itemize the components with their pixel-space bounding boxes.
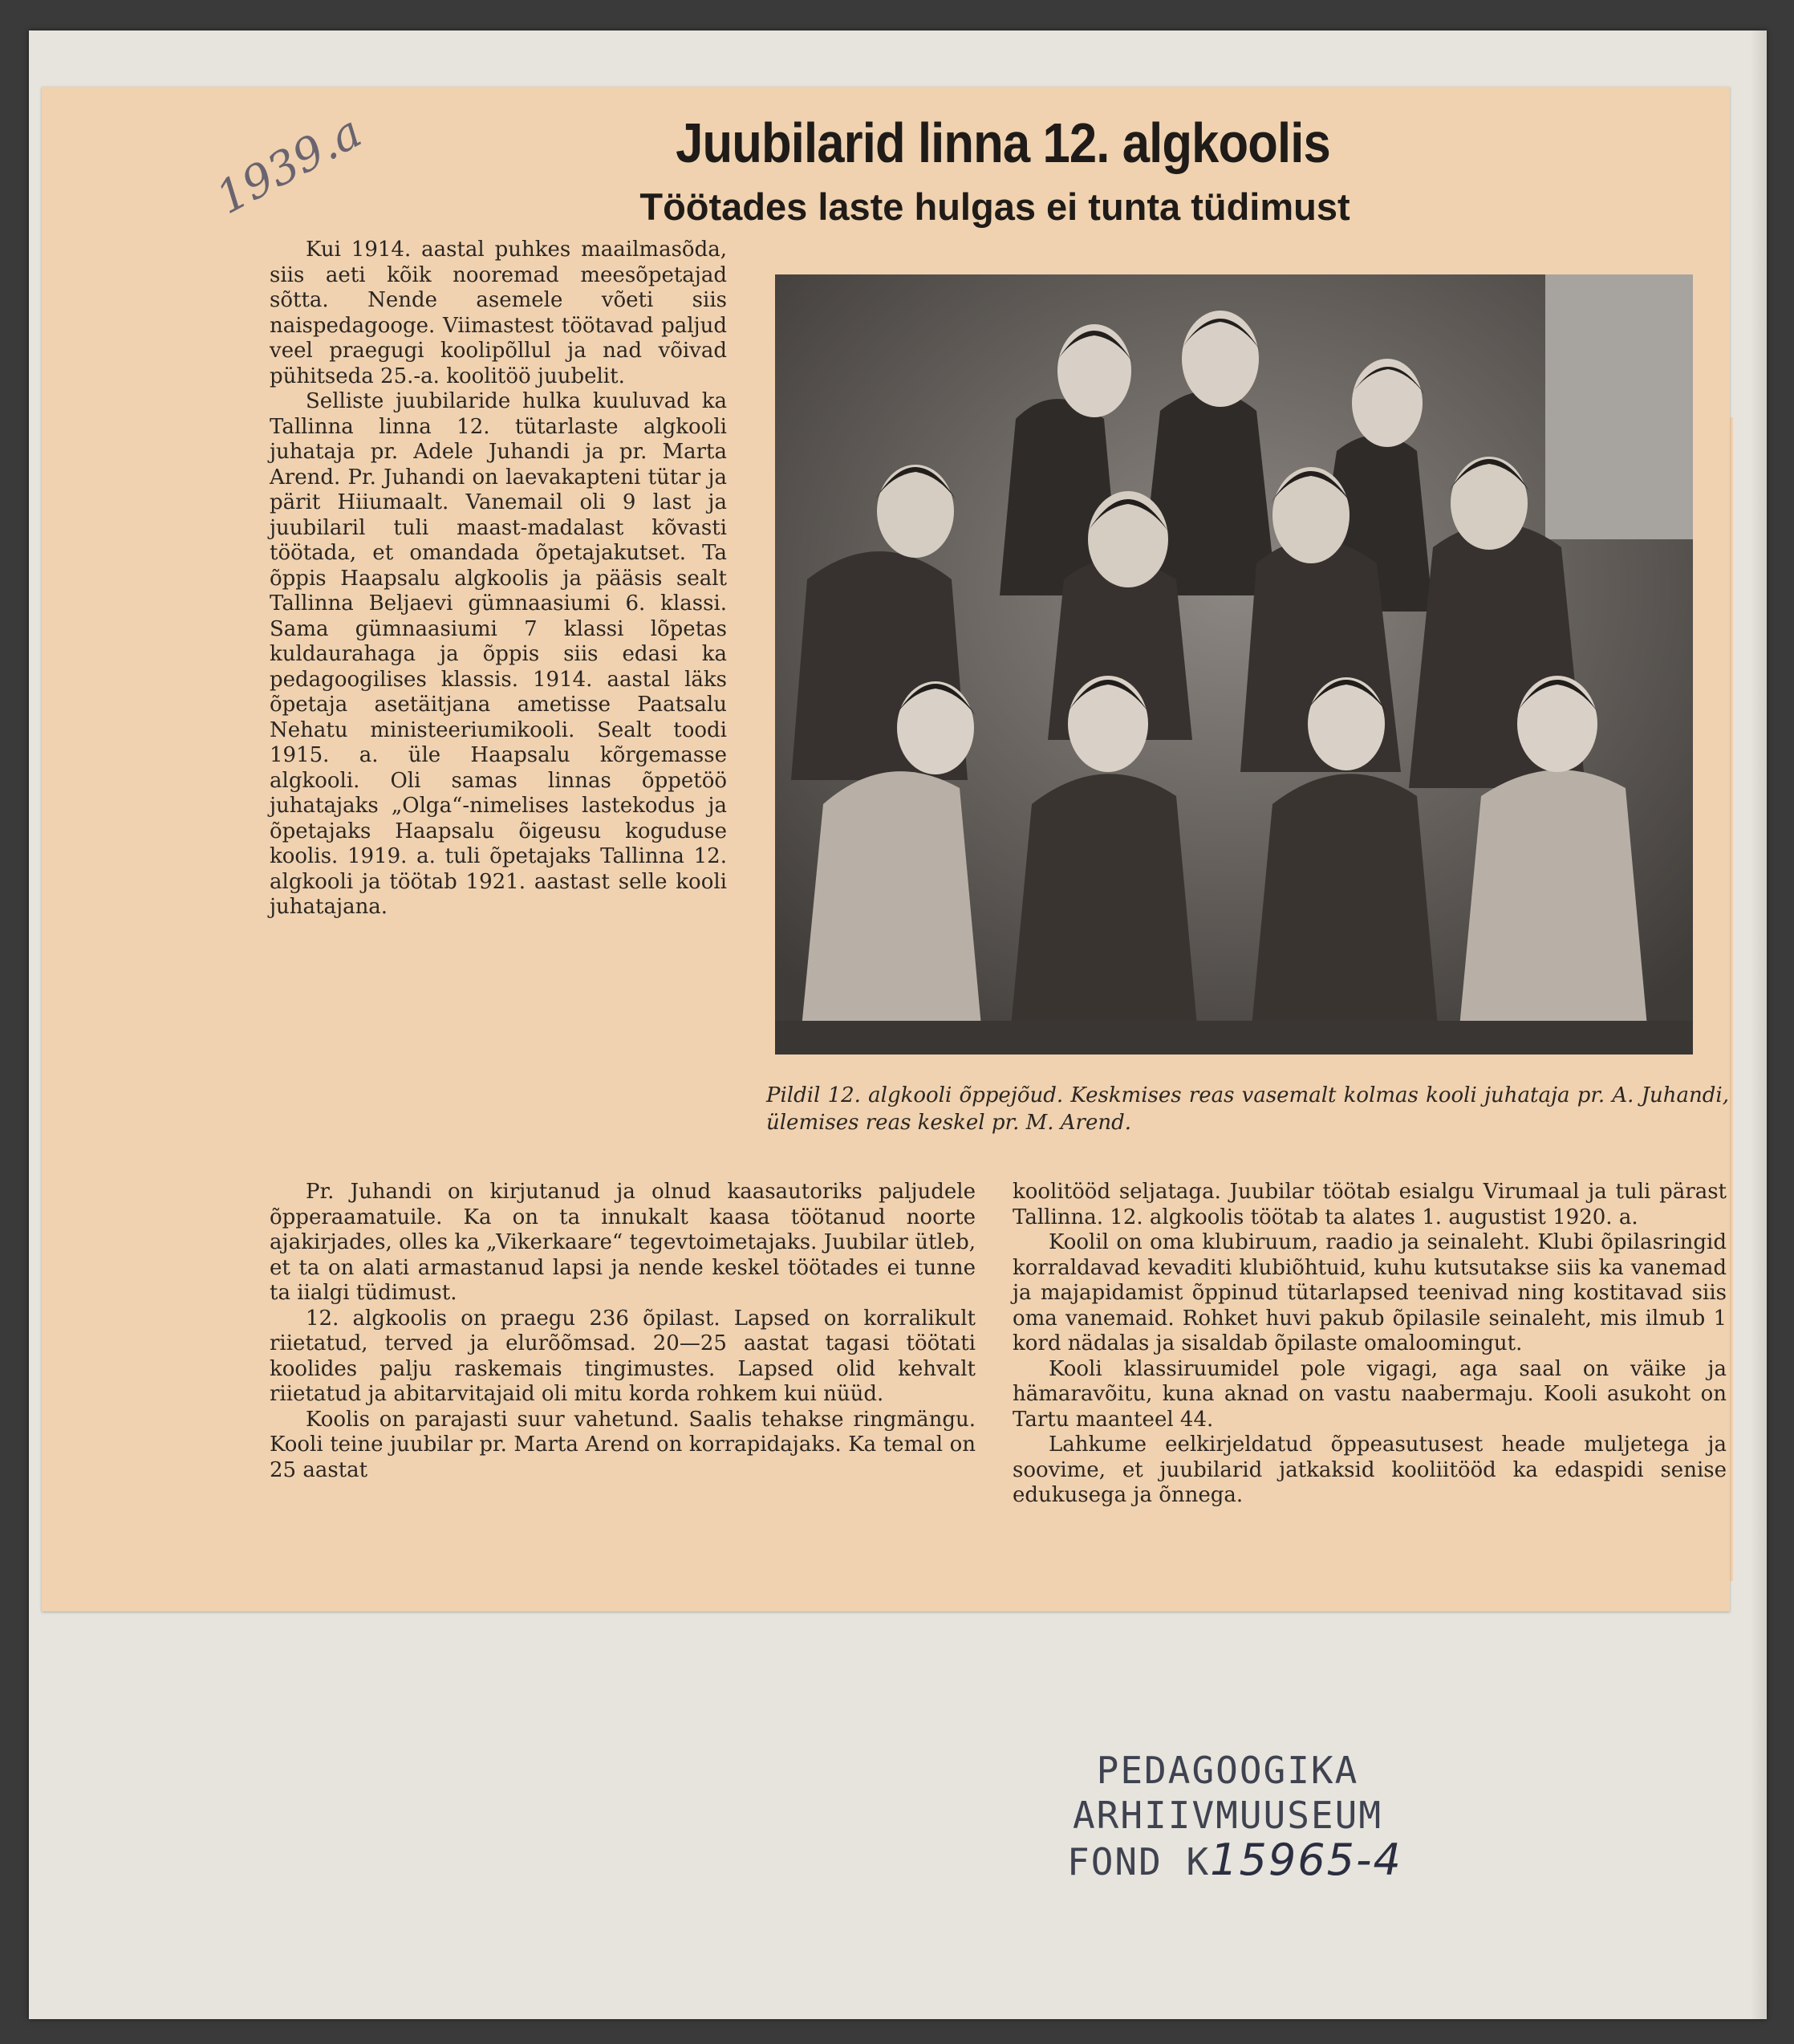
- right-column-bottom: [1013, 1180, 1727, 1509]
- handwritten-year: 1939.a: [208, 105, 371, 225]
- article-subheadline: Töötades laste hulgas ei tunta tüdimust: [639, 185, 1350, 228]
- group-photo: [775, 274, 1693, 1055]
- stamp-line-3: [1035, 1835, 1420, 1885]
- paragraph: koolitööd seljatagа. Juubilar töötab esialgu Virumaal ja tuli pärast Tallinna. 12. algkoolis töötab ta alates 1. augustist 1920. a.: [1013, 1180, 1727, 1229]
- paragraph: Kooli klassiruumidel pole vigagi, aga saal on väike ja hämaravõitu, kuna aknad on vastu naabermaju. Kooli asukoht on Tartu maanteel 44.: [1013, 1356, 1727, 1432]
- left-column-bottom: [270, 1180, 976, 1483]
- paragraph: Koolis on parajasti suur vahetund. Saalis tehakse ringmängu. Kooli teine juubilar pr. Marta Arend on korrapidajaks. Ka temal on 25 aastat: [270, 1407, 976, 1482]
- stamp-line-1: PEDAGOOGIKA: [1096, 1749, 1359, 1792]
- paragraph: Kui 1914. aastal puhkes maailmasõda, siis aeti kõik nooremad meesõpetajad sõtta. Nende asemele võeti siis naispedagooge. Viimastest töötavad paljud veel praegugi koolipõllul ja nad võivad pühitseda 25.-a. koolitöö juubelit.: [270, 238, 727, 388]
- archive-stamp: [1035, 1748, 1420, 1884]
- paragraph: Koolil on oma klubiruum, raadio ja seinaleht. Klubi õpilasringid korraldavad kevaditi klubiõhtuid, kuhu kutsutakse siis ka vanemad ja majapidamist õppinud tütarlapsed teenivad ning kostitavad siis oma vanemaid. Rohket huvi pakub õpilasile seinaleht, mis ilmub 1 kord nädalas ja sisaldab õpilaste omaloomingut.: [1013, 1230, 1727, 1355]
- sheet-edge: [1751, 30, 1767, 2019]
- stamp-line-2: ARHIIVMUUSEUM: [1072, 1794, 1383, 1837]
- left-column-top: [270, 238, 727, 920]
- stamp-fond-prefix: FOND K: [1067, 1840, 1211, 1883]
- photo-caption: Pildil 12. algkooli õppejõud. Keskmises reas vasemalt kolmas kooli juhataja pr. A. Juhandi, ülemises reas keskel pr. M. Arend.: [766, 1083, 1729, 1135]
- paragraph: Lahkume eelkirjeldatud õppeasutusest heade muljetega ja soovime, et juubilarid jatkaksid kooliitööd ka edaspidi senise edukusega ja õnnega.: [1013, 1432, 1727, 1507]
- paragraph: 12. algkoolis on praegu 236 õpilast. Lapsed on korralikult riietatud, terved ja elurõõmsad. 20—25 aastat tagasi töötati koolides palju raskemais tingimustes. Lapsed olid kehvalt riietatud ja abitarvitajaid oli mitu korda rohkem kui nüüd.: [270, 1306, 976, 1406]
- paragraph: Pr. Juhandi on kirjutanud ja olnud kaasautoriks paljudele õpperaamatuile. Ka on ta innukalt kaasa töötanud noorte ajakirjades, olles ka „Vikerkaare“ tegevtoimetajaks. Juubilar ütleb, et ta on alati armastanud lapsi ja nende keskel töötades ei tunne ta iialgi tüdimust.: [270, 1180, 976, 1305]
- paragraph: Selliste juubilaride hulka kuuluvad ka Tallinna linna 12. tütarlaste algkooli juhataja pr. Adele Juhandi ja pr. Marta Arend. Pr. Juhandi on laevakapteni tütar ja pärit Hiiumaalt. Vanemail oli 9 last ja juubilaril tuli maast-madalast kõvasti töötada, et omandada õpetajakutset. Ta õppis Haapsalu algkoolis ja pääsis sealt Tallinna Beljaevi gümnaasiumi 6. klassi. Sama gümnaasiumi 7 klassi lõpetas kuldaurahaga ja õppis siis edasi ka pedagoogilises klassis. 1914. aastal läks õpetaja asetäitjana ametisse Paatsalu Nehatu ministeeriumikooli. Sealt toodi 1915. a. üle Haapsalu kõrgemasse algkooli. Oli samas linnas õppetöö juhatajaks „Olga“-nimelises lastekodus ja õpetajaks Haapsalu õigeusu koguduse koolis. 1919. a. tuli õpetajaks Tallinna 12. algkooli ja töötab 1921. aastast selle kooli juhatajana.: [270, 389, 727, 919]
- group-photo-image: [775, 274, 1693, 1055]
- fond-number: 15965-4: [1210, 1835, 1402, 1885]
- article-headline: Juubilarid linna 12. algkoolis: [676, 112, 1330, 174]
